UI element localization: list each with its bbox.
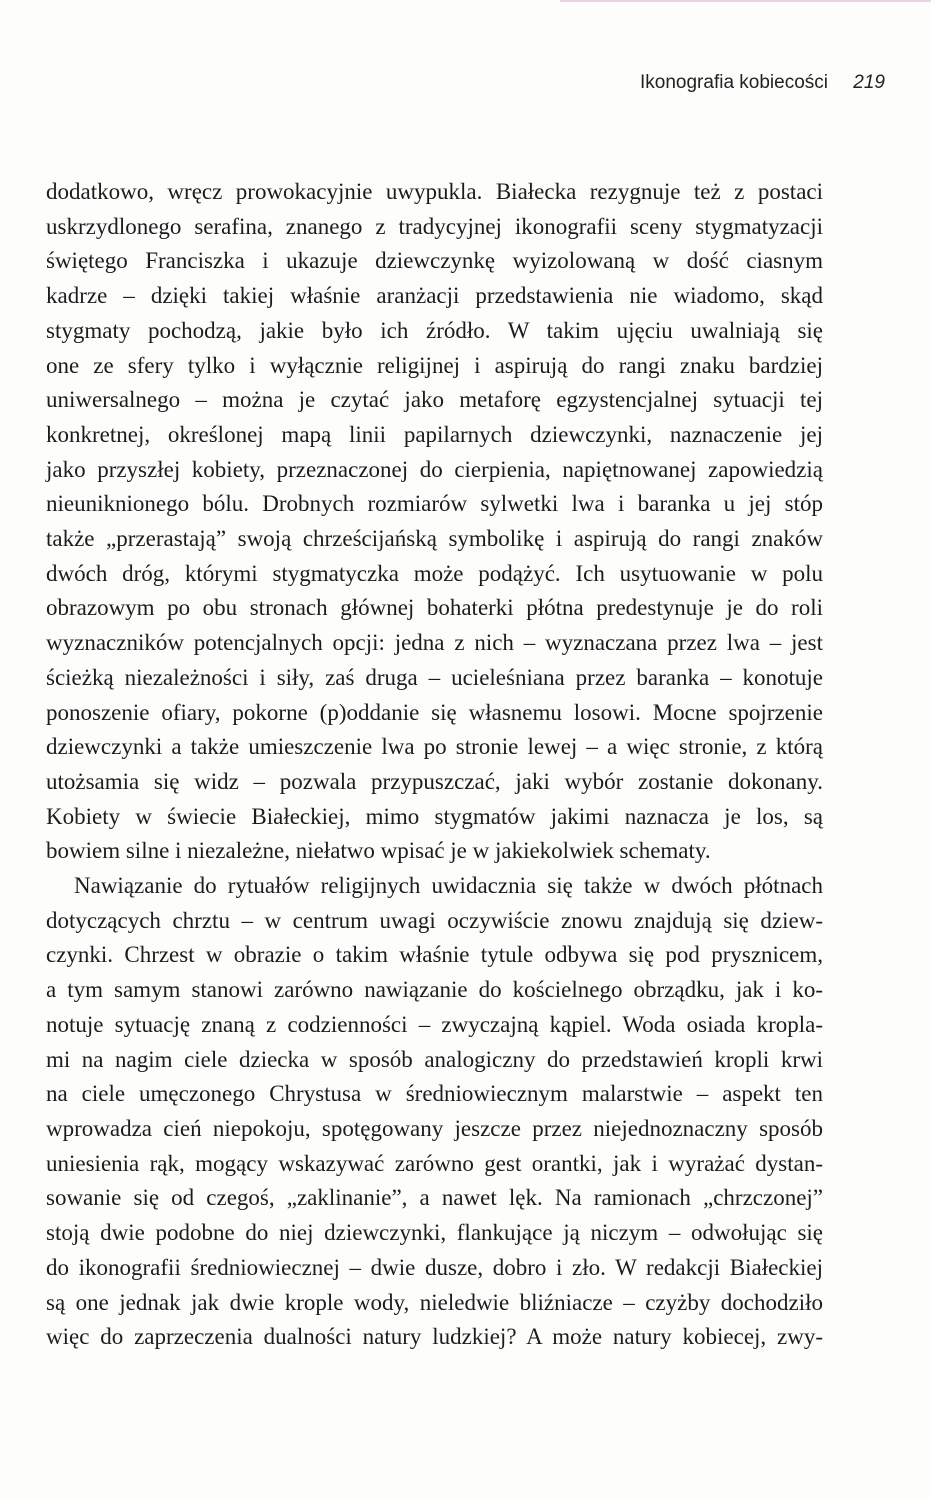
running-header: [640, 72, 885, 94]
text-line: nieuniknionego bólu. Drobnych rozmiarów sylwetki lwa i baranka u jej stóp: [46, 491, 823, 517]
text-line: ponoszenie ofiary, pokorne (p)oddanie się własnemu losowi. Mocne spojrzenie: [46, 699, 823, 725]
text-line: sowanie się od czegoś, „zaklinanie”, a nawet lęk. Na ramionach „chrzczonej”: [46, 1185, 823, 1211]
page-edge-decoration: [560, 0, 931, 2]
text-line: wprowadza cień niepokoju, spotęgowany jeszcze przez niejednoznaczny sposób: [46, 1115, 823, 1141]
text-line: dodatkowo, wręcz prowokacyjnie uwypukla. Białecka rezygnuje też z postaci: [46, 179, 823, 204]
text-line: wyznaczników potencjalnych opcji: jedna z nich – wyznaczana przez lwa – jest: [46, 630, 823, 656]
text-line: są one jednak jak dwie krople wody, nieledwie bliźniacze – czyżby dochodziło: [46, 1289, 823, 1315]
text-line: utożsamia się widz – pozwala przypuszczać, jaki wybór zostanie dokonany.: [46, 768, 823, 794]
text-line: dotyczących chrztu – w centrum uwagi oczywiście znowu znajdują się dziew-: [46, 907, 823, 933]
paragraph: [46, 175, 823, 869]
text-line: świętego Franciszka i ukazuje dziewczynkę wyizolowaną w dość ciasnym: [46, 248, 823, 274]
text-line: jako przyszłej kobiety, przeznaczonej do cierpienia, napiętnowanej zapowiedzią: [46, 456, 823, 482]
text-line: na ciele umęczonego Chrystusa w średniowiecznym malarstwie – aspekt ten: [46, 1081, 823, 1107]
text-line: Nawiązanie do rytuałów religijnych uwidacznia się także w dwóch płótnach: [74, 873, 823, 899]
text-line: notuje sytuację znaną z codzienności – zwyczajną kąpiel. Woda osiada kropla-: [46, 1011, 823, 1037]
text-line: dziewczynki a także umieszczenie lwa po stronie lewej – a więc stronie, z którą: [46, 734, 823, 760]
text-line: więc do zaprzeczenia dualności natury ludzkiej? A może natury kobiecej, zwy-: [46, 1324, 823, 1350]
text-line: mi na nagim ciele dziecka w sposób analogiczny do przedstawień kropli krwi: [46, 1046, 823, 1072]
page-number: 219: [853, 72, 885, 93]
text-line: ścieżką niezależności i siły, zaś druga – ucieleśniana przez baranka – konotuje: [46, 664, 823, 690]
text-line: konkretnej, określonej mapą linii papilarnych dziewczynki, naznaczenie jej: [46, 421, 823, 447]
text-line: uskrzydlonego serafina, znanego z tradycyjnej ikonografii sceny stygmatyzacji: [46, 213, 823, 239]
text-line: także „przerastają” swoją chrześcijańską symbolikę i aspirują do rangi znaków: [46, 526, 823, 552]
text-line: uniwersalnego – można je czytać jako metaforę egzystencjalnej sytuacji tej: [46, 387, 823, 413]
text-line: a tym samym stanowi zarówno nawiązanie do kościelnego obrządku, jak i ko-: [46, 977, 823, 1003]
text-line: czynki. Chrzest w obrazie o takim właśnie tytule odbywa się pod prysznicem,: [46, 942, 823, 968]
running-title: Ikonografia kobiecości: [640, 72, 829, 93]
text-line: stoją dwie podobne do niej dziewczynki, flankujące ją niczym – odwołując się: [46, 1220, 823, 1246]
text-line: kadrze – dzięki takiej właśnie aranżacji przedstawienia nie wiadomo, skąd: [46, 283, 823, 309]
text-line: uniesienia rąk, mogący wskazywać zarówno gest orantki, jak i wyrażać dystan-: [46, 1150, 823, 1176]
text-line: stygmaty pochodzą, jakie było ich źródło. W takim ujęciu uwalniają się: [46, 317, 823, 343]
text-line: obrazowym po obu stronach głównej bohaterki płótna predestynuje je do roli: [46, 595, 823, 621]
text-line: Kobiety w świecie Białeckiej, mimo stygmatów jakimi naznacza je los, są: [46, 803, 823, 829]
paragraph: [46, 869, 823, 1355]
text-line: dwóch dróg, którymi stygmatyczka może podążyć. Ich usytuowanie w polu: [46, 560, 823, 586]
text-line: bowiem silne i niezależne, niełatwo wpisać je w jakiekolwiek schematy.: [46, 838, 711, 864]
text-line: one ze sfery tylko i wyłącznie religijnej i aspirują do rangi znaku bardziej: [46, 352, 823, 378]
body-text: [46, 175, 823, 1355]
text-line: do ikonografii średniowiecznej – dwie dusze, dobro i zło. W redakcji Białeckiej: [46, 1254, 823, 1280]
